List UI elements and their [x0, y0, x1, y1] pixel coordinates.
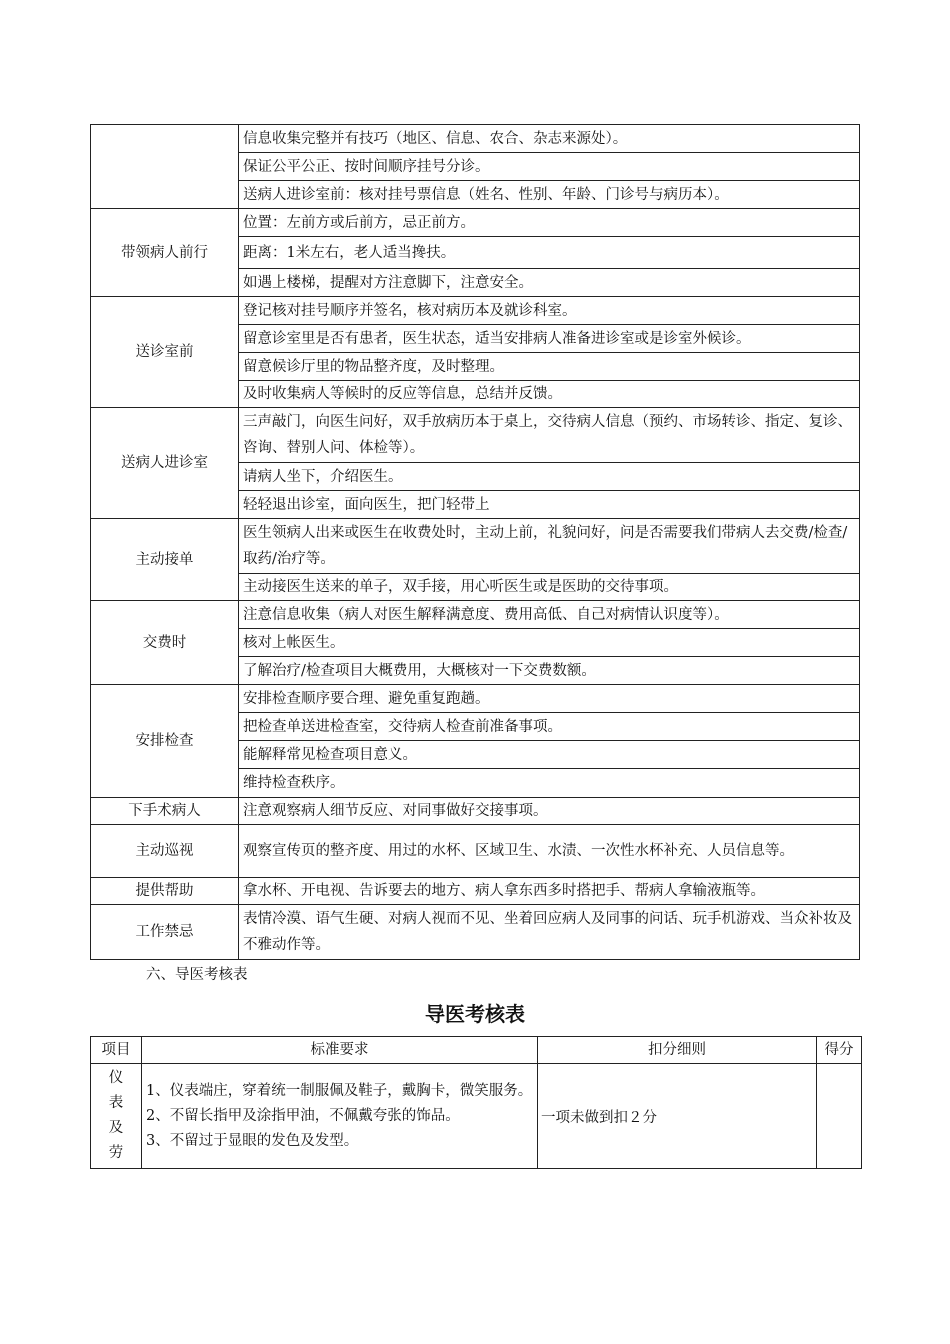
score-cell[interactable]: [817, 1064, 862, 1169]
category-cell: [91, 125, 239, 209]
duty-item: 把检查单送进检查室，交待病人检查前准备事项。: [239, 713, 860, 741]
duty-item: 保证公平公正、按时间顺序挂号分诊。: [239, 153, 860, 181]
category-cell: 主动巡视: [91, 825, 239, 878]
table-row: [91, 825, 860, 878]
duty-item: 三声敲门，向医生问好，双手放病历本于桌上，交待病人信息（预约、市场转诊、指定、复诊、咨询、替别人问、体检等）。: [239, 408, 860, 463]
duty-item: 位置：左前方或后前方，忌正前方。: [239, 209, 860, 237]
duty-item: 留意诊室里是否有患者，医生状态，适当安排病人准备进诊室或是诊室外候诊。: [239, 325, 860, 353]
duty-item: 距离：1米左右，老人适当搀扶。: [239, 237, 860, 269]
duty-item: 维持检查秩序。: [239, 769, 860, 798]
duty-item: 注意信息收集（病人对医生解释满意度、费用高低、自己对病情认识度等）。: [239, 601, 860, 629]
category-cell: 工作禁忌: [91, 905, 239, 960]
table-row: [91, 125, 860, 153]
assessment-table: [90, 1036, 862, 1169]
duty-item: 能解释常见检查项目意义。: [239, 741, 860, 769]
duty-item: 观察宣传页的整齐度、用过的水杯、区域卫生、水渍、一次性水杯补充、人员信息等。: [239, 825, 860, 878]
category-cell: 主动接单: [91, 519, 239, 601]
table-row: [91, 685, 860, 713]
duty-item: 核对上帐医生。: [239, 629, 860, 657]
table-row: [91, 798, 860, 825]
duty-item: 注意观察病人细节反应、对同事做好交接事项。: [239, 798, 860, 825]
project-char: 及: [108, 1120, 124, 1136]
table-header-row: [91, 1037, 862, 1064]
table-row: [91, 519, 860, 574]
table-row: [91, 905, 860, 960]
duty-item: 留意候诊厅里的物品整齐度，及时整理。: [239, 353, 860, 381]
duty-item: 轻轻退出诊室，面向医生，把门轻带上: [239, 491, 860, 519]
duty-item: 医生领病人出来或医生在收费处时，主动上前，礼貌问好，问是否需要我们带病人去交费/检查/取药/治疗等。: [239, 519, 860, 574]
project-char: 仪: [108, 1070, 124, 1086]
duty-item: 了解治疗/检查项目大概费用，大概核对一下交费数额。: [239, 657, 860, 685]
duty-item: 送病人进诊室前：核对挂号票信息（姓名、性别、年龄、门诊号与病历本）。: [239, 181, 860, 209]
header-deduction: 扣分细则: [538, 1037, 817, 1064]
category-cell: 送病人进诊室: [91, 408, 239, 519]
duty-item: 安排检查顺序要合理、避免重复跑趟。: [239, 685, 860, 713]
duty-item: 及时收集病人等候时的反应等信息，总结并反馈。: [239, 381, 860, 408]
standard-item: 1、仪表端庄，穿着统一制服佩及鞋子，戴胸卡，微笑服务。: [146, 1082, 533, 1099]
header-score: 得分: [817, 1037, 862, 1064]
table-row: [91, 209, 860, 237]
standard-item: 3、不留过于显眼的发色及发型。: [146, 1132, 359, 1149]
deduction-cell: 一项未做到扣２分: [538, 1064, 817, 1169]
assessment-table-title: 导医考核表: [425, 1002, 525, 1026]
category-cell: 带领病人前行: [91, 209, 239, 297]
table-row: [91, 601, 860, 629]
duty-item: 表情冷漠、语气生硬、对病人视而不见、坐着回应病人及同事的问话、玩手机游戏、当众补妆及不雅动作等。: [239, 905, 860, 960]
duty-item: 主动接医生送来的单子，双手接，用心听医生或是医助的交待事项。: [239, 574, 860, 601]
header-standard: 标准要求: [142, 1037, 538, 1064]
table-row: [91, 408, 860, 463]
category-cell: 下手术病人: [91, 798, 239, 825]
section-caption: 六、导医考核表: [146, 967, 248, 983]
standard-item: 2、不留长指甲及涂指甲油，不佩戴夸张的饰品。: [146, 1107, 460, 1124]
project-char: 劳: [108, 1145, 124, 1161]
category-cell: 送诊室前: [91, 297, 239, 408]
table-row: [91, 878, 860, 905]
header-project: 项目: [91, 1037, 142, 1064]
project-cell: [91, 1064, 142, 1169]
duty-item: 如遇上楼梯，提醒对方注意脚下，注意安全。: [239, 269, 860, 297]
guide-duties-table: [90, 124, 860, 960]
category-cell: 交费时: [91, 601, 239, 685]
duty-item: 信息收集完整并有技巧（地区、信息、农合、杂志来源处）。: [239, 125, 860, 153]
table-row: [91, 1064, 862, 1169]
duty-item: 请病人坐下，介绍医生。: [239, 463, 860, 491]
project-char: 表: [108, 1095, 124, 1111]
duty-item: 拿水杯、开电视、告诉要去的地方、病人拿东西多时搭把手、帮病人拿输液瓶等。: [239, 878, 860, 905]
duty-item: 登记核对挂号顺序并签名，核对病历本及就诊科室。: [239, 297, 860, 325]
table-row: [91, 297, 860, 325]
category-cell: 安排检查: [91, 685, 239, 798]
category-cell: 提供帮助: [91, 878, 239, 905]
standard-cell: [142, 1064, 538, 1169]
